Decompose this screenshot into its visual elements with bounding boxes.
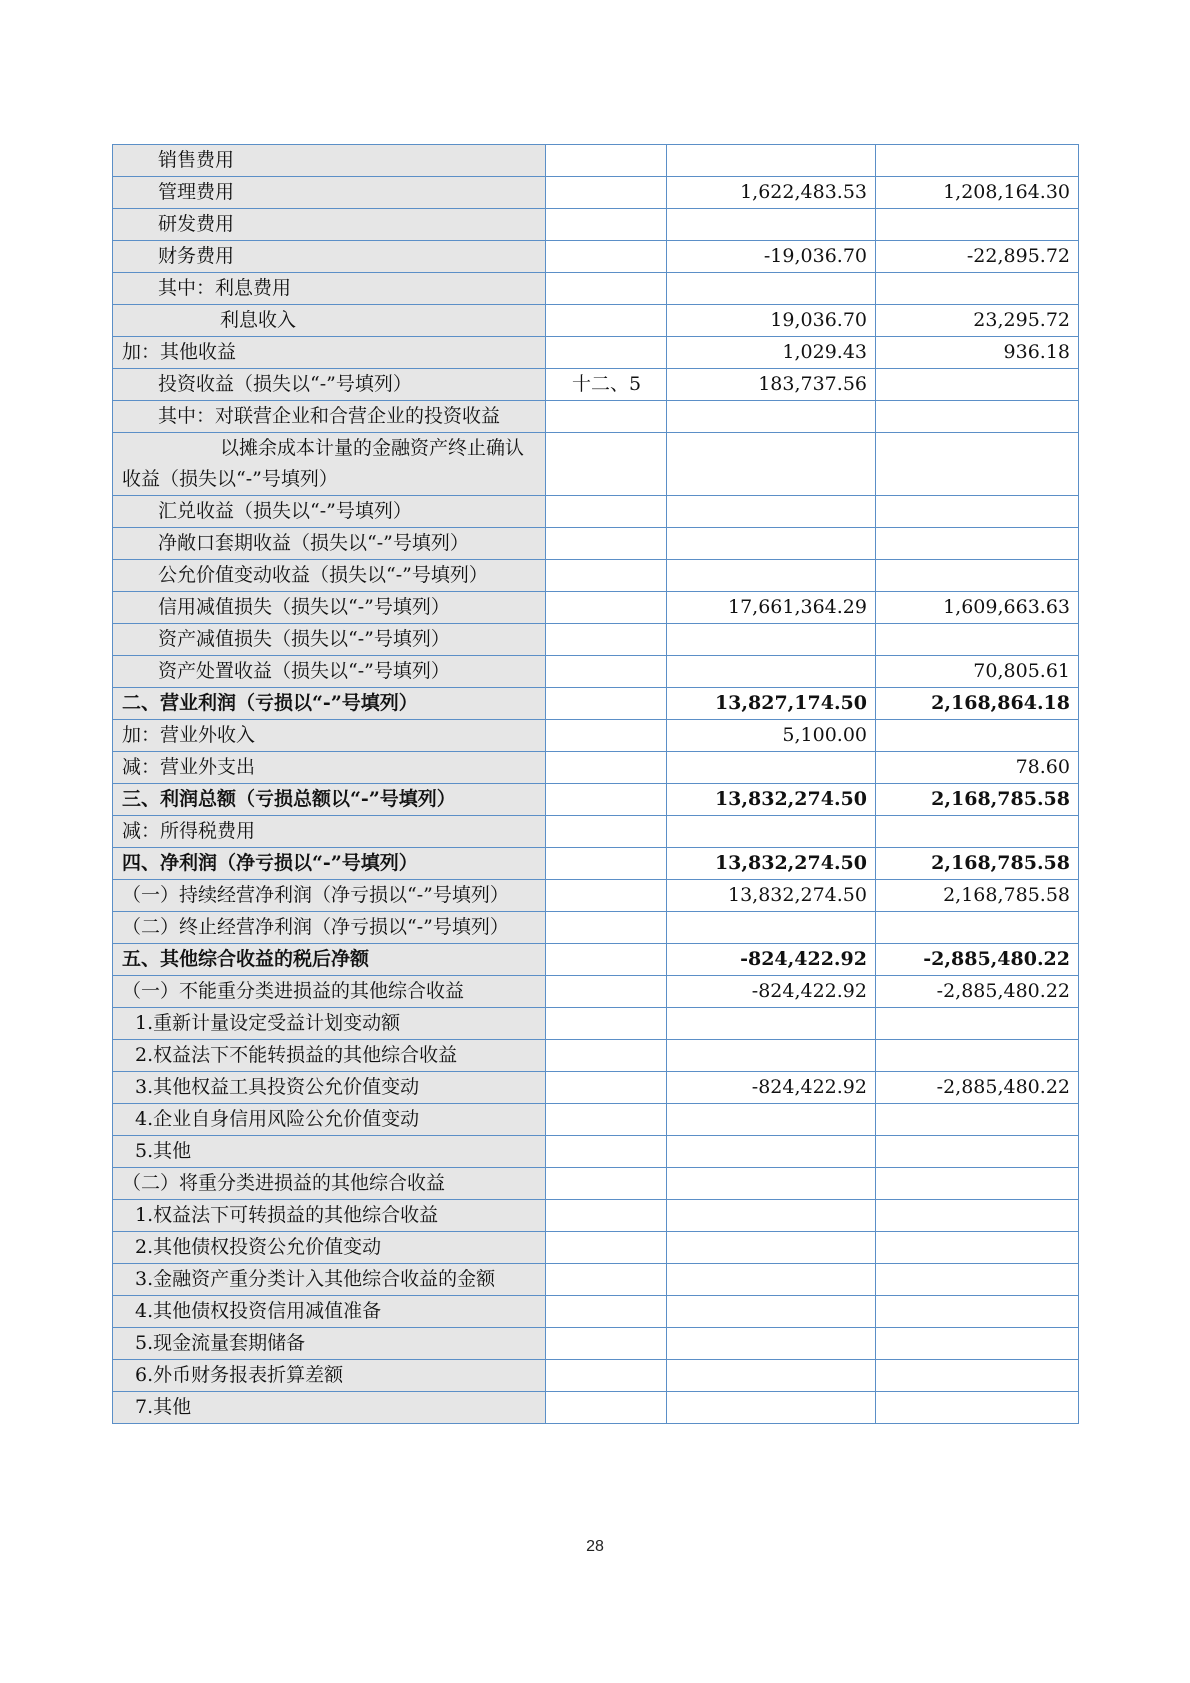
table-row — [113, 241, 1079, 273]
current-period-cell — [667, 496, 876, 528]
prior-period-cell — [876, 369, 1079, 401]
table-row — [113, 592, 1079, 624]
note-cell — [546, 1392, 667, 1424]
current-period-cell — [667, 433, 876, 496]
prior-period-cell: -22,895.72 — [876, 241, 1079, 273]
item-cell: 五、其他综合收益的税后净额 — [113, 944, 546, 976]
table-row — [113, 1232, 1079, 1264]
note-cell — [546, 1232, 667, 1264]
note-cell — [546, 976, 667, 1008]
note-cell — [546, 1360, 667, 1392]
note-cell — [546, 784, 667, 816]
current-period-cell — [667, 1136, 876, 1168]
item-cell: 利息收入 — [113, 305, 546, 337]
table-row — [113, 560, 1079, 592]
current-period-cell — [667, 145, 876, 177]
current-period-cell — [667, 752, 876, 784]
prior-period-cell — [876, 1200, 1079, 1232]
prior-period-cell: 1,609,663.63 — [876, 592, 1079, 624]
table-row — [113, 784, 1079, 816]
item-cell: 5.现金流量套期储备 — [113, 1328, 546, 1360]
current-period-cell — [667, 1264, 876, 1296]
item-cell: 四、净利润（净亏损以“-”号填列） — [113, 848, 546, 880]
table-row — [113, 656, 1079, 688]
note-cell — [546, 528, 667, 560]
current-period-cell — [667, 1296, 876, 1328]
table-row — [113, 273, 1079, 305]
current-period-cell — [667, 1040, 876, 1072]
item-cell: 财务费用 — [113, 241, 546, 273]
item-cell: 2.其他债权投资公允价值变动 — [113, 1232, 546, 1264]
table-row — [113, 624, 1079, 656]
note-cell — [546, 624, 667, 656]
prior-period-cell — [876, 209, 1079, 241]
table-row — [113, 720, 1079, 752]
prior-period-cell — [876, 1104, 1079, 1136]
item-cell: 三、利润总额（亏损总额以“-”号填列） — [113, 784, 546, 816]
note-cell — [546, 1104, 667, 1136]
item-cell: 资产减值损失（损失以“-”号填列） — [113, 624, 546, 656]
prior-period-cell — [876, 720, 1079, 752]
note-cell — [546, 1136, 667, 1168]
prior-period-cell — [876, 528, 1079, 560]
note-cell — [546, 433, 667, 496]
prior-period-cell — [876, 624, 1079, 656]
note-cell — [546, 1296, 667, 1328]
item-cell: （一）不能重分类进损益的其他综合收益 — [113, 976, 546, 1008]
note-cell — [546, 688, 667, 720]
current-period-cell — [667, 656, 876, 688]
prior-period-cell — [876, 1264, 1079, 1296]
item-cell: 4.企业自身信用风险公允价值变动 — [113, 1104, 546, 1136]
prior-period-cell: 1,208,164.30 — [876, 177, 1079, 209]
current-period-cell: -19,036.70 — [667, 241, 876, 273]
table-row — [113, 433, 1079, 496]
item-cell: 1.权益法下可转损益的其他综合收益 — [113, 1200, 546, 1232]
item-cell: 4.其他债权投资信用减值准备 — [113, 1296, 546, 1328]
prior-period-cell: -2,885,480.22 — [876, 976, 1079, 1008]
table-row — [113, 401, 1079, 433]
note-cell — [546, 1040, 667, 1072]
table-row — [113, 1136, 1079, 1168]
prior-period-cell: 70,805.61 — [876, 656, 1079, 688]
item-cell: 汇兑收益（损失以“-”号填列） — [113, 496, 546, 528]
current-period-cell: 5,100.00 — [667, 720, 876, 752]
item-cell: 研发费用 — [113, 209, 546, 241]
table-row — [113, 1168, 1079, 1200]
note-cell — [546, 752, 667, 784]
note-cell — [546, 720, 667, 752]
current-period-cell — [667, 528, 876, 560]
current-period-cell — [667, 560, 876, 592]
item-cell: 其中：利息费用 — [113, 273, 546, 305]
table-row — [113, 1104, 1079, 1136]
page-number: 28 — [586, 1538, 604, 1555]
item-cell: 其中：对联营企业和合营企业的投资收益 — [113, 401, 546, 433]
note-cell — [546, 1264, 667, 1296]
note-cell — [546, 1200, 667, 1232]
prior-period-cell — [876, 1392, 1079, 1424]
item-cell: 信用减值损失（损失以“-”号填列） — [113, 592, 546, 624]
item-cell: 以摊余成本计量的金融资产终止确认收益（损失以“-”号填列） — [113, 433, 546, 496]
table-row — [113, 976, 1079, 1008]
table-row — [113, 752, 1079, 784]
item-cell: 加：营业外收入 — [113, 720, 546, 752]
table-row — [113, 528, 1079, 560]
prior-period-cell — [876, 496, 1079, 528]
item-cell: （一）持续经营净利润（净亏损以“-”号填列） — [113, 880, 546, 912]
current-period-cell — [667, 1392, 876, 1424]
current-period-cell: 13,832,274.50 — [667, 784, 876, 816]
note-cell — [546, 337, 667, 369]
prior-period-cell: 23,295.72 — [876, 305, 1079, 337]
table-row — [113, 944, 1079, 976]
item-cell: （二）将重分类进损益的其他综合收益 — [113, 1168, 546, 1200]
note-cell — [546, 816, 667, 848]
note-cell — [546, 1008, 667, 1040]
item-cell: （二）终止经营净利润（净亏损以“-”号填列） — [113, 912, 546, 944]
current-period-cell — [667, 209, 876, 241]
note-cell — [546, 241, 667, 273]
table-row — [113, 1296, 1079, 1328]
table-row — [113, 1392, 1079, 1424]
note-cell — [546, 944, 667, 976]
table-row — [113, 1200, 1079, 1232]
prior-period-cell — [876, 1328, 1079, 1360]
note-cell — [546, 912, 667, 944]
prior-period-cell: -2,885,480.22 — [876, 1072, 1079, 1104]
current-period-cell: -824,422.92 — [667, 1072, 876, 1104]
item-cell: 资产处置收益（损失以“-”号填列） — [113, 656, 546, 688]
prior-period-cell — [876, 145, 1079, 177]
note-cell — [546, 656, 667, 688]
prior-period-cell — [876, 1040, 1079, 1072]
current-period-cell: -824,422.92 — [667, 944, 876, 976]
current-period-cell — [667, 912, 876, 944]
prior-period-cell: 2,168,785.58 — [876, 880, 1079, 912]
note-cell — [546, 401, 667, 433]
prior-period-cell: 936.18 — [876, 337, 1079, 369]
note-cell — [546, 560, 667, 592]
item-cell: 净敞口套期收益（损失以“-”号填列） — [113, 528, 546, 560]
table-row — [113, 1360, 1079, 1392]
current-period-cell — [667, 1104, 876, 1136]
note-cell — [546, 209, 667, 241]
prior-period-cell: 2,168,864.18 — [876, 688, 1079, 720]
prior-period-cell — [876, 560, 1079, 592]
note-cell — [546, 496, 667, 528]
current-period-cell — [667, 816, 876, 848]
item-cell: 减：所得税费用 — [113, 816, 546, 848]
table-row — [113, 496, 1079, 528]
item-cell: 二、营业利润（亏损以“-”号填列） — [113, 688, 546, 720]
prior-period-cell — [876, 1008, 1079, 1040]
table-row — [113, 1072, 1079, 1104]
item-cell: 管理费用 — [113, 177, 546, 209]
table-row — [113, 337, 1079, 369]
item-cell: 投资收益（损失以“-”号填列） — [113, 369, 546, 401]
note-cell — [546, 305, 667, 337]
prior-period-cell — [876, 1168, 1079, 1200]
table-row — [113, 688, 1079, 720]
item-cell: 减：营业外支出 — [113, 752, 546, 784]
note-cell — [546, 1168, 667, 1200]
prior-period-cell — [876, 433, 1079, 496]
current-period-cell — [667, 1232, 876, 1264]
item-cell: 公允价值变动收益（损失以“-”号填列） — [113, 560, 546, 592]
item-cell: 3.金融资产重分类计入其他综合收益的金额 — [113, 1264, 546, 1296]
note-cell — [546, 592, 667, 624]
prior-period-cell: 2,168,785.58 — [876, 848, 1079, 880]
item-cell: 销售费用 — [113, 145, 546, 177]
item-cell: 1.重新计量设定受益计划变动额 — [113, 1008, 546, 1040]
note-cell — [546, 880, 667, 912]
current-period-cell: 13,832,274.50 — [667, 848, 876, 880]
note-cell — [546, 848, 667, 880]
note-cell — [546, 145, 667, 177]
table-row — [113, 848, 1079, 880]
table-row — [113, 369, 1079, 401]
item-cell: 5.其他 — [113, 1136, 546, 1168]
prior-period-cell — [876, 1136, 1079, 1168]
prior-period-cell — [876, 912, 1079, 944]
table-row — [113, 1328, 1079, 1360]
current-period-cell: 13,832,274.50 — [667, 880, 876, 912]
income-statement-table — [112, 144, 1079, 1424]
current-period-cell: 17,661,364.29 — [667, 592, 876, 624]
table-row — [113, 209, 1079, 241]
table-row — [113, 177, 1079, 209]
prior-period-cell: 78.60 — [876, 752, 1079, 784]
prior-period-cell — [876, 816, 1079, 848]
prior-period-cell — [876, 273, 1079, 305]
table-row — [113, 912, 1079, 944]
note-cell — [546, 1072, 667, 1104]
current-period-cell — [667, 1200, 876, 1232]
current-period-cell — [667, 624, 876, 656]
current-period-cell — [667, 273, 876, 305]
prior-period-cell — [876, 1232, 1079, 1264]
prior-period-cell: 2,168,785.58 — [876, 784, 1079, 816]
current-period-cell: 1,622,483.53 — [667, 177, 876, 209]
table-row — [113, 145, 1079, 177]
item-cell: 6.外币财务报表折算差额 — [113, 1360, 546, 1392]
table-row — [113, 880, 1079, 912]
note-cell — [546, 1328, 667, 1360]
current-period-cell — [667, 1008, 876, 1040]
item-cell: 2.权益法下不能转损益的其他综合收益 — [113, 1040, 546, 1072]
current-period-cell: 19,036.70 — [667, 305, 876, 337]
current-period-cell: 1,029.43 — [667, 337, 876, 369]
prior-period-cell — [876, 401, 1079, 433]
current-period-cell: 13,827,174.50 — [667, 688, 876, 720]
table-row — [113, 305, 1079, 337]
current-period-cell — [667, 1168, 876, 1200]
current-period-cell: -824,422.92 — [667, 976, 876, 1008]
note-cell — [546, 177, 667, 209]
table-row — [113, 1040, 1079, 1072]
current-period-cell — [667, 401, 876, 433]
current-period-cell — [667, 1328, 876, 1360]
prior-period-cell — [876, 1360, 1079, 1392]
item-cell: 3.其他权益工具投资公允价值变动 — [113, 1072, 546, 1104]
table-row — [113, 1008, 1079, 1040]
table-row — [113, 816, 1079, 848]
prior-period-cell — [876, 1296, 1079, 1328]
income-statement-body — [113, 145, 1079, 1424]
current-period-cell — [667, 1360, 876, 1392]
prior-period-cell: -2,885,480.22 — [876, 944, 1079, 976]
note-cell: 十二、5 — [546, 369, 667, 401]
note-cell — [546, 273, 667, 305]
item-cell: 加：其他收益 — [113, 337, 546, 369]
table-row — [113, 1264, 1079, 1296]
item-cell: 7.其他 — [113, 1392, 546, 1424]
current-period-cell: 183,737.56 — [667, 369, 876, 401]
